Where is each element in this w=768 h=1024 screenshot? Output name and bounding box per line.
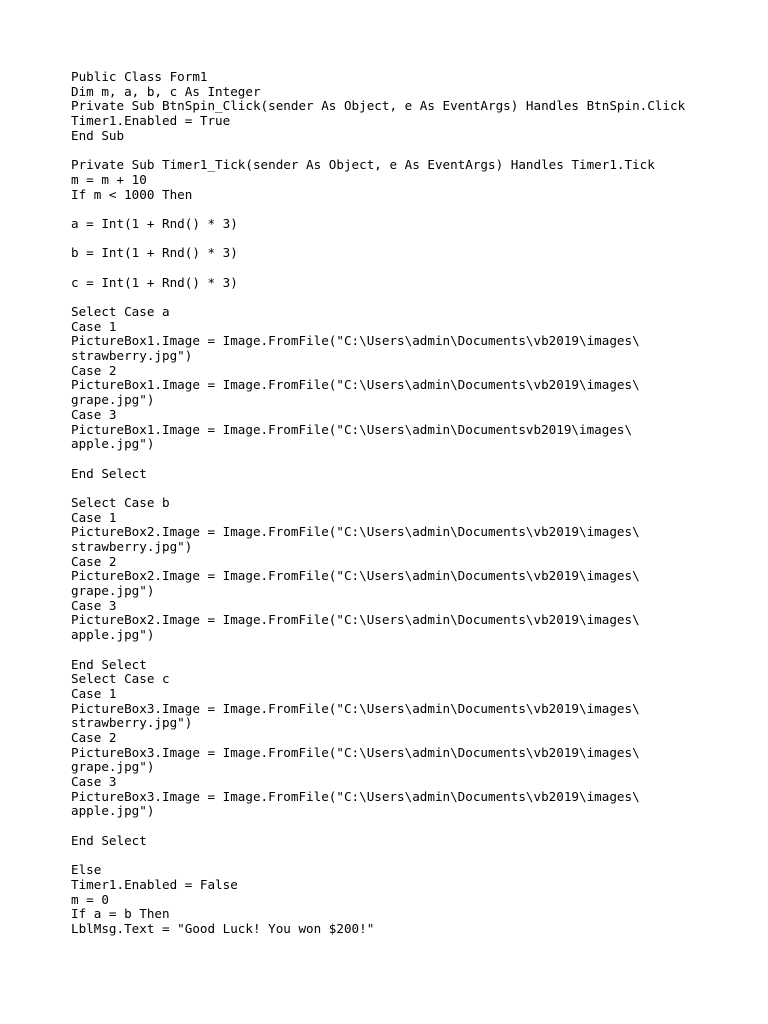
blank-line: [71, 481, 748, 496]
code-line: If m < 1000 Then: [71, 186, 193, 202]
code-line: End Sub: [71, 127, 125, 143]
code-line: strawberry.jpg"): [71, 715, 193, 731]
code-line: PictureBox2.Image = Image.FromFile("C:\Users\admin\Documents\vb2019\images\: [71, 524, 640, 540]
blank-line: [71, 290, 748, 305]
code-line: Case 2: [71, 729, 117, 745]
code-line: Private Sub Timer1_Tick(sender As Object, e As EventArgs) Handles Timer1.Tick: [71, 157, 655, 173]
blank-line: [71, 143, 748, 158]
code-line: Dim m, a, b, c As Integer: [71, 83, 261, 99]
blank-line: [71, 452, 748, 467]
code-line: Else: [71, 862, 102, 878]
code-line: Case 1: [71, 685, 117, 701]
code-line: Case 2: [71, 362, 117, 378]
code-line: apple.jpg"): [71, 627, 155, 643]
code-line: m = 0: [71, 891, 109, 907]
code-line: Case 2: [71, 553, 117, 569]
code-line: Select Case a: [71, 304, 170, 319]
code-listing: [71, 70, 748, 937]
blank-line: [71, 261, 748, 276]
code-line: Case 1: [71, 509, 117, 525]
code-line: Case 3: [71, 406, 117, 422]
code-line: Private Sub BtnSpin_Click(sender As Object, e As EventArgs) Handles BtnSpin.Click: [71, 98, 686, 114]
code-line: PictureBox2.Image = Image.FromFile("C:\Users\admin\Documents\vb2019\images\: [71, 612, 640, 628]
code-line: m = m + 10: [71, 171, 147, 187]
code-line: Case 3: [71, 774, 117, 789]
code-line: End Select: [71, 465, 147, 481]
code-line: c = Int(1 + Rnd() * 3): [71, 274, 238, 290]
code-line: Public Class Form1: [71, 69, 208, 84]
blank-line: [71, 232, 748, 247]
code-line: LblMsg.Text = "Good Luck! You won $200!": [71, 920, 375, 936]
code-line: PictureBox1.Image = Image.FromFile("C:\Users\admin\Documents\vb2019\images\: [71, 377, 640, 393]
code-line: Select Case c: [71, 671, 170, 687]
code-line: End Select: [71, 656, 147, 672]
code-line: strawberry.jpg"): [71, 539, 193, 554]
code-line: Case 1: [71, 318, 117, 334]
blank-line: [71, 202, 748, 217]
code-line: apple.jpg"): [71, 436, 155, 452]
code-line: Timer1.Enabled = False: [71, 876, 238, 892]
blank-line: [71, 819, 748, 834]
code-line: PictureBox3.Image = Image.FromFile("C:\Users\admin\Documents\vb2019\images\: [71, 744, 640, 760]
blank-line: [71, 848, 748, 863]
code-line: PictureBox3.Image = Image.FromFile("C:\Users\admin\Documents\vb2019\images\: [71, 700, 640, 716]
code-line: PictureBox1.Image = Image.FromFile("C:\Users\admin\Documentsvb2019\images\: [71, 421, 633, 437]
code-line: grape.jpg"): [71, 392, 155, 408]
code-line: Case 3: [71, 597, 117, 613]
blank-line: [71, 643, 748, 658]
code-line: PictureBox3.Image = Image.FromFile("C:\Users\admin\Documents\vb2019\images\: [71, 788, 640, 804]
code-line: End Select: [71, 832, 147, 848]
code-line: b = Int(1 + Rnd() * 3): [71, 245, 238, 261]
code-line: grape.jpg"): [71, 583, 155, 599]
code-line: Timer1.Enabled = True: [71, 113, 231, 129]
code-line: apple.jpg"): [71, 803, 155, 819]
code-line: strawberry.jpg"): [71, 348, 193, 364]
code-line: PictureBox1.Image = Image.FromFile("C:\Users\admin\Documents\vb2019\images\: [71, 333, 640, 349]
code-line: If a = b Then: [71, 906, 170, 922]
code-line: PictureBox2.Image = Image.FromFile("C:\Users\admin\Documents\vb2019\images\: [71, 568, 640, 584]
code-line: a = Int(1 + Rnd() * 3): [71, 215, 238, 231]
code-line: grape.jpg"): [71, 759, 155, 775]
code-line: Select Case b: [71, 494, 170, 510]
